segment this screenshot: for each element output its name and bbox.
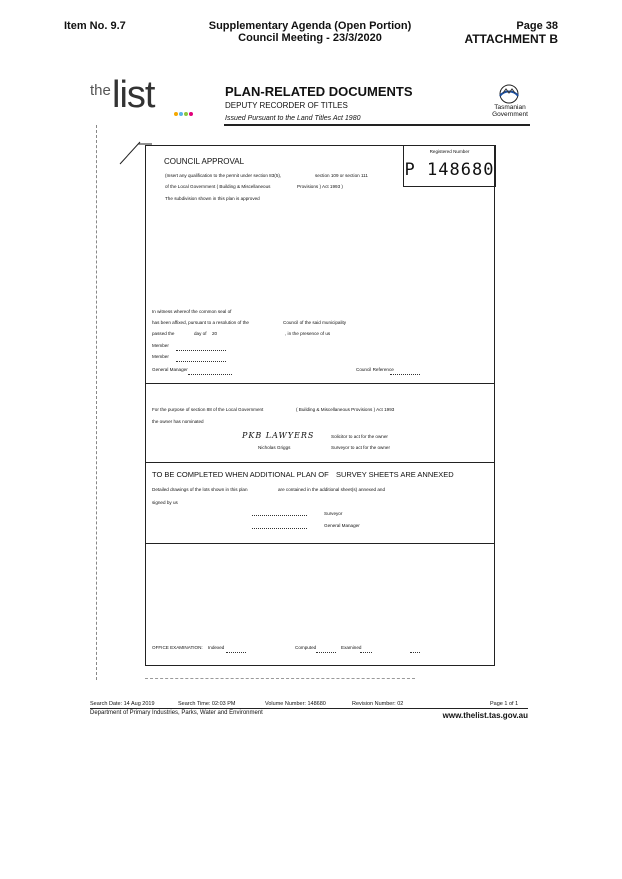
witness-line-1: In witness whereof the common seal of: [152, 309, 232, 314]
registered-number-box: [403, 145, 496, 187]
nominee-name: Nicholas Griggs: [258, 445, 291, 450]
examined-label: Examined: [341, 645, 362, 650]
section-divider-2: [146, 462, 494, 463]
section-divider-1: [146, 383, 494, 384]
member-2-label: Member: [152, 354, 169, 359]
office-extra-line: [410, 647, 420, 653]
section88-line-2: the owner has nominated: [152, 419, 204, 424]
gov-line2: Government: [492, 111, 528, 118]
examined-line: [360, 647, 372, 653]
banner-rule: [224, 124, 530, 126]
tiger-emblem-icon: [496, 84, 522, 104]
solicitor-label: Solicitor to act for the owner: [331, 434, 388, 439]
surveyor-label: Surveyor to act for the owner: [331, 445, 390, 450]
computed-label: Computed: [295, 645, 317, 650]
thelist-logo: [90, 74, 220, 124]
page-number: Page 38: [516, 20, 558, 32]
member-1-label: Member: [152, 343, 169, 348]
revision-number: Revision Number: 02: [352, 701, 404, 707]
logo-list-text: list: [112, 74, 155, 116]
scan-bottom-edge: [145, 678, 415, 679]
witness-line-2b: Council of the said municipality: [283, 320, 347, 325]
general-manager-line: [188, 369, 232, 375]
annex-heading-b: SURVEY SHEETS ARE ANNEXED: [336, 470, 454, 479]
banner-subtitle: DEPUTY RECORDER OF TITLES: [225, 101, 348, 110]
section88-line-1a: For the purpose of section 88 of the Local Government: [152, 407, 264, 412]
annex-line-1b: are contained in the additional sheet(s) annexed and: [278, 487, 386, 492]
approval-line-3: The subdivision shown in this plan is approved: [165, 196, 260, 201]
logo-the-text: the: [90, 82, 111, 99]
indexed-line: [226, 647, 246, 653]
tasmanian-government-logo: [490, 84, 530, 124]
annex-line-1a: Detailed drawings of the lots shown in this plan: [152, 487, 248, 492]
office-examination-label: OFFICE EXAMINATION:: [152, 645, 203, 650]
member-2-line: [176, 356, 226, 362]
annex-line-2: signed by us: [152, 500, 178, 505]
meeting-date: Council Meeting - 23/3/2020: [238, 32, 382, 44]
witness-day-of: day of: [194, 331, 207, 336]
annex-surveyor-line: [252, 510, 307, 516]
member-1-line: [176, 345, 226, 351]
section-divider-3: [146, 543, 494, 544]
footer-page: Page 1 of 1: [490, 701, 519, 707]
registered-number-label: Registered Number: [429, 149, 470, 154]
council-reference-line: [390, 369, 420, 375]
approval-line-1a: (Insert any qualification to the permit under section 83(5),: [165, 173, 282, 178]
witness-year: 20: [212, 331, 218, 336]
annex-gm-label: General Manager: [324, 523, 360, 528]
approval-line-2b: Provisions ) Act 1993 ): [297, 184, 343, 189]
banner-issued: Issued Pursuant to the Land Titles Act 1980: [225, 115, 361, 122]
council-approval-heading: COUNCIL APPROVAL: [164, 157, 245, 166]
search-time: Search Time: 02:03 PM: [178, 701, 236, 707]
approval-line-2a: of the Local Government ( Building & Miscellaneous: [165, 184, 271, 189]
search-date: Search Date: 14 Aug 2019: [90, 701, 155, 707]
item-number: Item No. 9.7: [64, 20, 126, 32]
scan-left-edge: [96, 125, 97, 680]
volume-number: Volume Number: 148680: [265, 701, 326, 707]
indexed-label: Indexed: [208, 645, 225, 650]
agenda-title: Supplementary Agenda (Open Portion): [208, 20, 412, 32]
footer-rule: [90, 708, 528, 709]
handwritten-nominee: PKB LAWYERS: [242, 431, 315, 440]
website-link[interactable]: www.thelist.tas.gov.au: [442, 711, 528, 720]
section88-line-1b: ( Building & Miscellaneous Provisions ) Act 1993: [296, 407, 395, 412]
annex-heading-a: TO BE COMPLETED WHEN ADDITIONAL PLAN OF: [152, 470, 329, 479]
logo-dots-icon: [174, 112, 194, 116]
department-name: Department of Primary Industries, Parks, Water and Environment: [90, 710, 263, 716]
computed-line: [316, 647, 336, 653]
attachment-label: ATTACHMENT B: [464, 32, 558, 46]
plan-form-frame: [145, 145, 495, 666]
witness-passed-the: passed the: [152, 331, 175, 336]
gov-line1: Tasmanian: [494, 104, 526, 111]
registered-number: P 148680: [404, 160, 495, 180]
witness-line-2a: has been affixed, pursuant to a resolution of the: [152, 320, 249, 325]
annex-gm-line: [252, 523, 307, 529]
council-reference-label: Council Reference: [356, 367, 394, 372]
witness-presence: , in the presence of us: [285, 331, 331, 336]
annex-surveyor-label: Surveyor: [324, 511, 343, 516]
approval-line-1b: section 109 or section 111: [315, 173, 368, 178]
general-manager-label: General Manager: [152, 367, 188, 372]
banner-title: PLAN-RELATED DOCUMENTS: [225, 84, 413, 99]
